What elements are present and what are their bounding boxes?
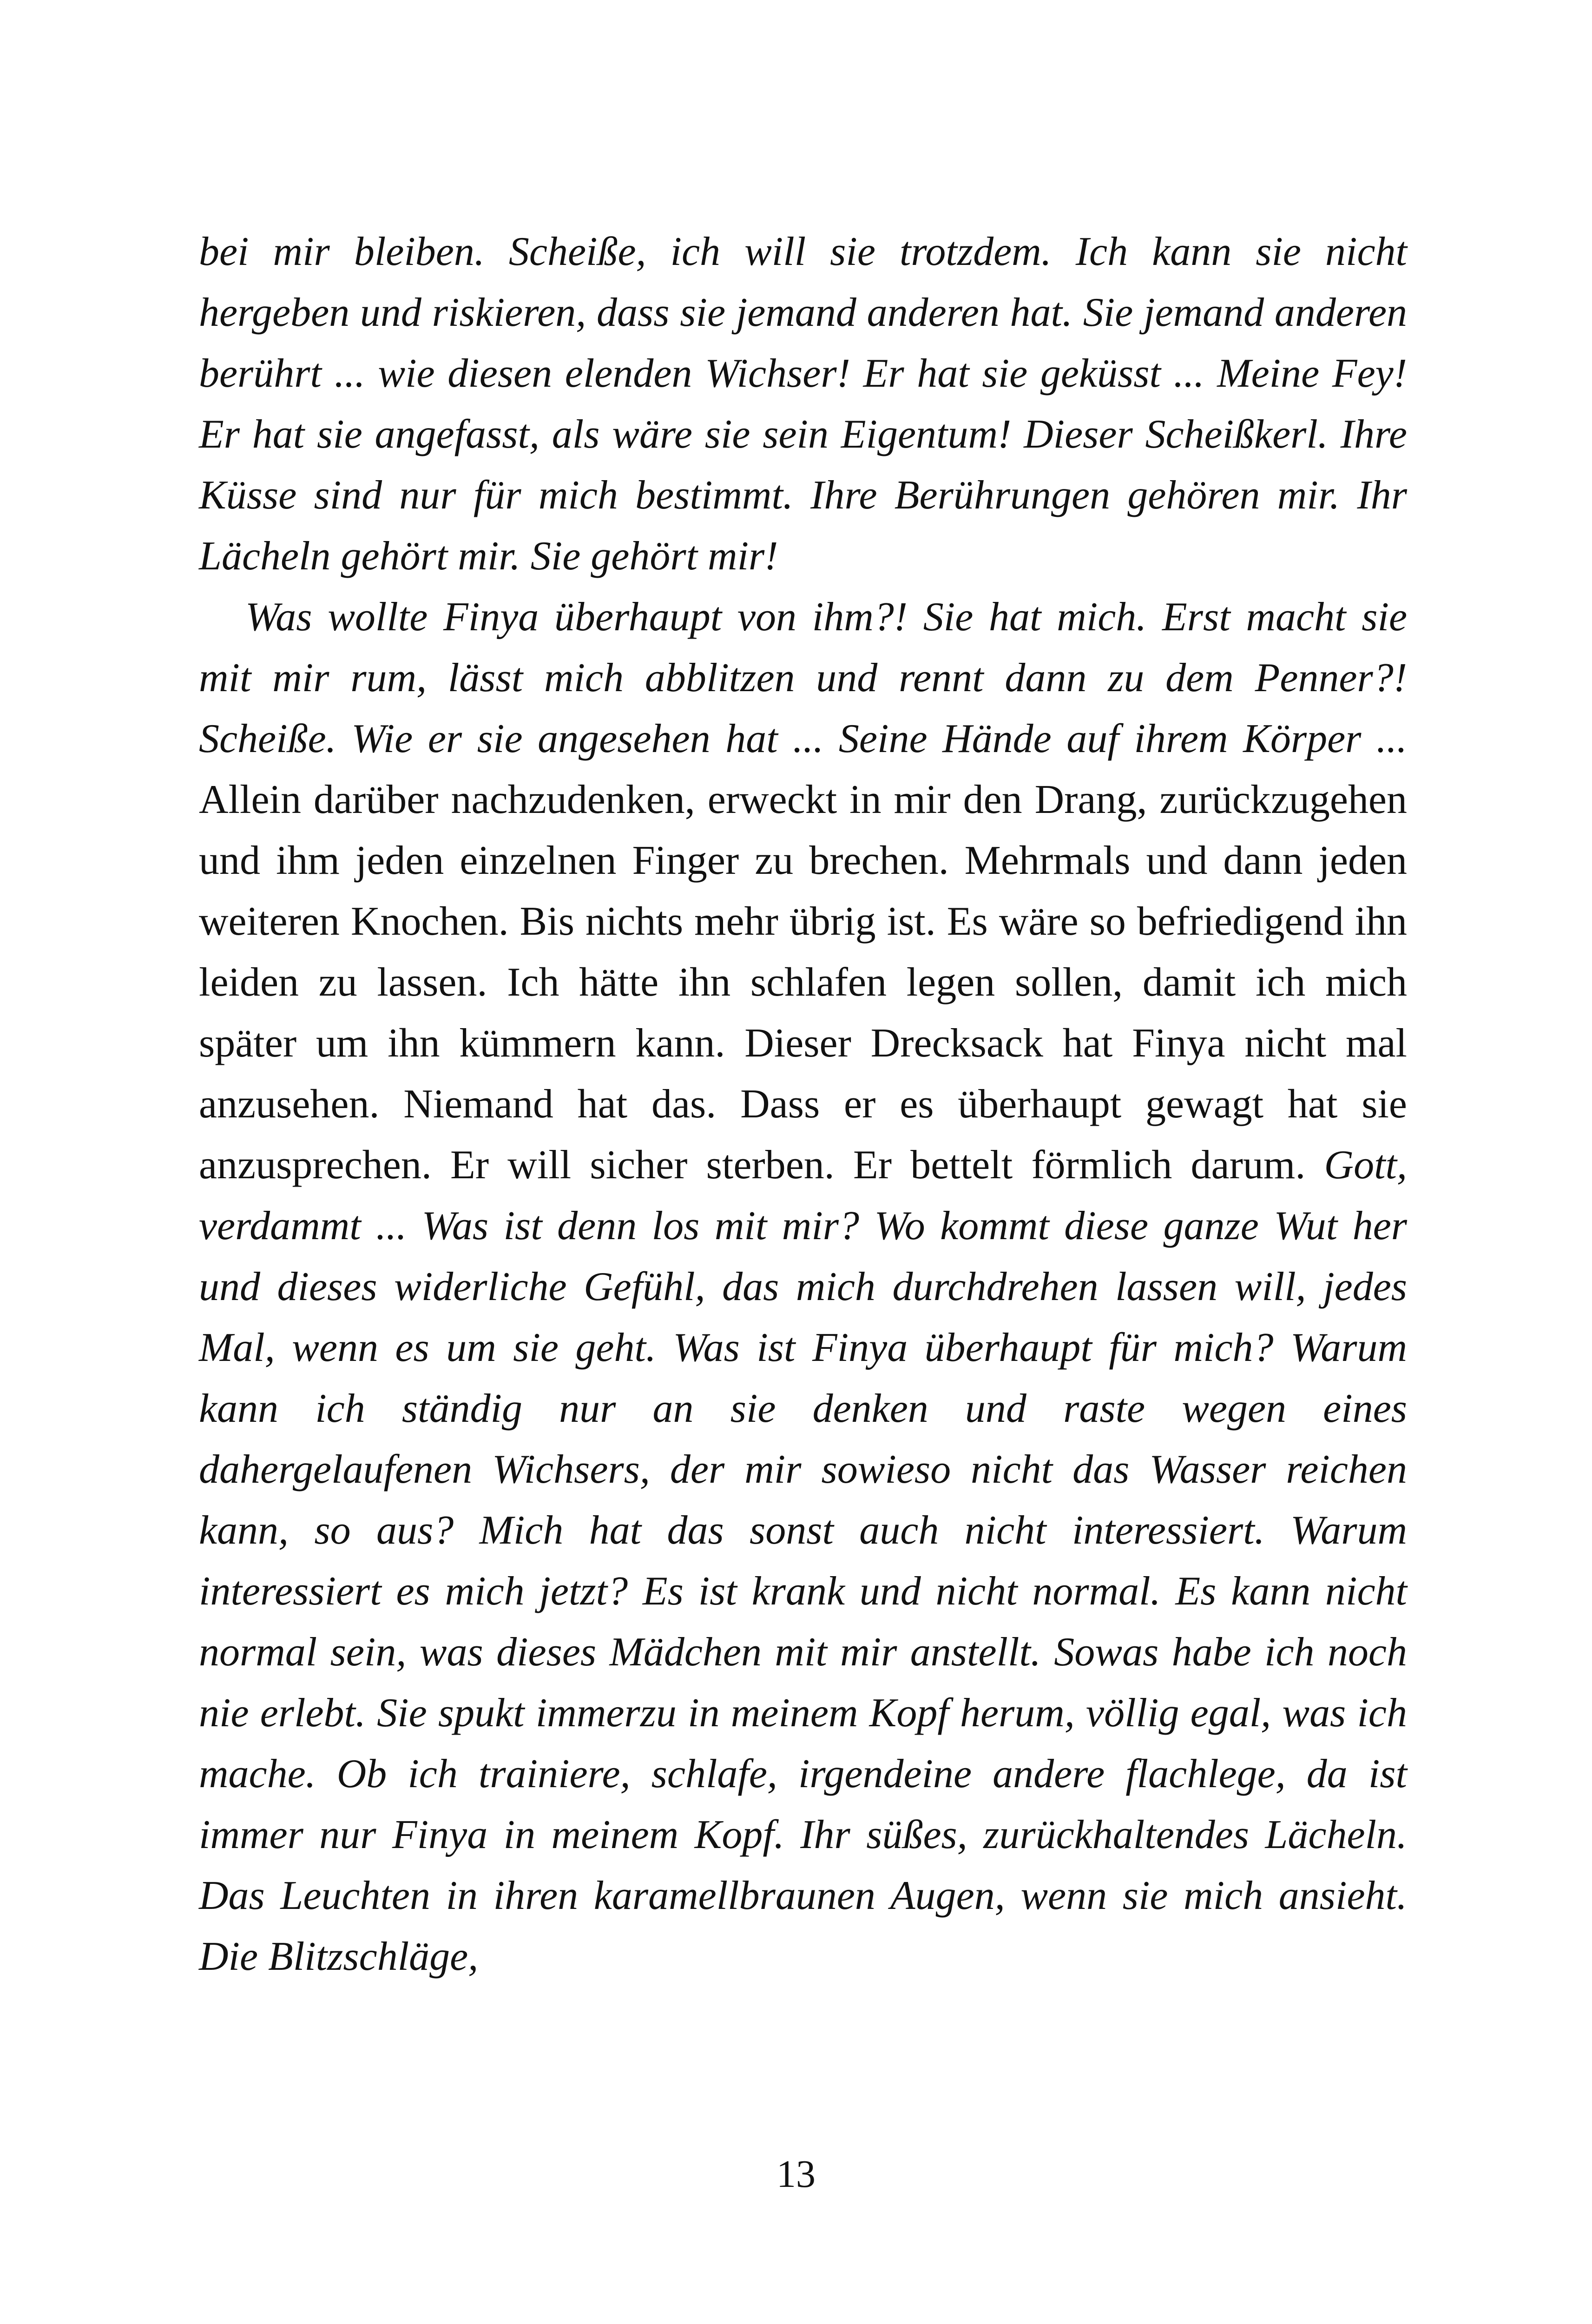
page-number: 13	[776, 2152, 816, 2196]
text-run: Allein darüber nachzudenken, erweckt in mir den Drang, zurückzugehen und ihm jeden einzelnen Finger zu brechen. Mehrmals und dann jeden weiteren Knochen. Bis nichts mehr übrig ist. Es wäre so befriedigend ihn leiden zu lassen. Ich hätte ihn schlafen legen sollen, damit ich mich später um ihn kümmern kann. Dieser Drecksack hat Finya nicht mal anzusehen. Niemand hat das. Dass er es überhaupt gewagt hat sie anzusprechen. Er will sicher sterben. Er bettelt förmlich darum.	[199, 777, 1407, 1188]
text-run: Was wollte Finya überhaupt von ihm?! Sie hat mich. Erst macht sie mit mir rum, lässt mich abblitzen und rennt dann zu dem Penner?! Scheiße. Wie er sie angesehen hat ... Seine Hände auf ihrem Körper ...	[199, 594, 1407, 761]
text-run: bei mir bleiben. Scheiße, ich will sie trotzdem. Ich kann sie nicht hergeben und riskieren, dass sie jemand anderen hat. Sie jemand anderen berührt ... wie diesen elenden Wichser! Er hat sie geküsst ... Meine Fey! Er hat sie angefasst, als wäre sie sein Eigentum! Dieser Scheißkerl. Ihre Küsse sind nur für mich bestimmt. Ihre Berührungen gehören mir. Ihr Lächeln gehört mir. Sie gehört mir!	[199, 229, 1407, 579]
body-text	[199, 221, 1407, 1987]
paragraph-1	[199, 221, 1407, 587]
text-run: Gott, verdammt ... Was ist denn los mit mir? Wo kommt diese ganze Wut her und dieses widerliche Gefühl, das mich durchdrehen lassen will, jedes Mal, wenn es um sie geht. Was ist Finya überhaupt für mich? Warum kann ich ständig nur an sie denken und raste wegen eines dahergelaufenen Wichsers, der mir sowieso nicht das Wasser reichen kann, so aus? Mich hat das sonst auch nicht interessiert. Warum interessiert es mich jetzt? Es ist krank und nicht normal. Es kann nicht normal sein, was dieses Mädchen mit mir anstellt. Sowas habe ich noch nie erlebt. Sie spukt immerzu in meinem Kopf herum, völlig egal, was ich mache. Ob ich trainiere, schlafe, irgendeine andere flachlege, da ist immer nur Finya in meinem Kopf. Ihr süßes, zurückhaltendes Lächeln. Das Leuchten in ihren karamellbraunen Augen, wenn sie mich ansieht. Die Blitzschläge,	[199, 1142, 1407, 1979]
paragraph-2	[199, 587, 1407, 1987]
